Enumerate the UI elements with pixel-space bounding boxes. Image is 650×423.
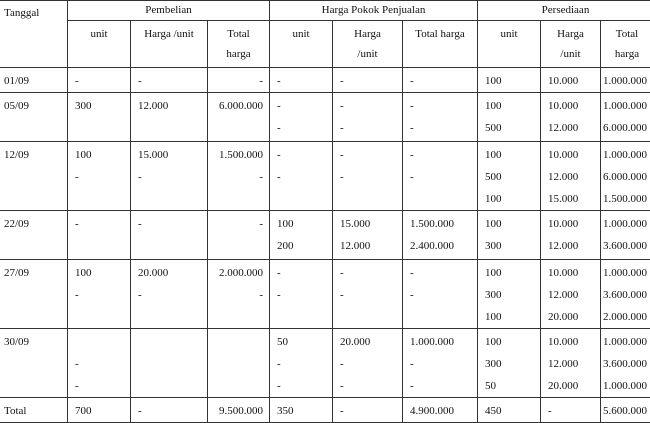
cell-p-harga bbox=[131, 93, 208, 142]
cell-value: 12.000 bbox=[541, 117, 600, 139]
cell-value: 12.000 bbox=[541, 166, 600, 188]
col-pembelian-total-harga: Total harga bbox=[208, 21, 270, 68]
sub-header-row bbox=[0, 21, 650, 68]
cell-s-unit bbox=[478, 93, 541, 142]
cell-s-unit bbox=[478, 68, 541, 93]
cell-value: - bbox=[131, 284, 207, 306]
cell-value: 1.000.000 bbox=[601, 70, 650, 92]
cell-value: - bbox=[403, 166, 477, 188]
cell-value: 10.000 bbox=[541, 144, 600, 166]
cell-value: - bbox=[403, 375, 477, 397]
cell-value: 700 bbox=[68, 400, 130, 422]
cell-h-harga bbox=[333, 93, 403, 142]
group-hpp-header: Harga Pokok Penjualan bbox=[270, 1, 478, 21]
cell-h-total bbox=[403, 398, 478, 423]
cell-value: 10.000 bbox=[541, 262, 600, 284]
cell-h-unit bbox=[270, 93, 333, 142]
cell-s-total bbox=[601, 68, 650, 93]
cell-tanggal bbox=[0, 398, 68, 423]
cell-s-total bbox=[601, 211, 650, 260]
table-body bbox=[0, 68, 650, 423]
cell-p-total bbox=[208, 68, 270, 93]
cell-value: - bbox=[68, 166, 130, 188]
cell-value: - bbox=[333, 375, 402, 397]
cell-value: 300 bbox=[478, 235, 540, 257]
cell-value: 10.000 bbox=[541, 95, 600, 117]
cell-p-unit bbox=[68, 142, 131, 211]
cell-p-harga bbox=[131, 398, 208, 423]
cell-value: - bbox=[333, 262, 402, 284]
cell-s-harga bbox=[541, 93, 601, 142]
col-persediaan-harga-unit: Harga /unit bbox=[541, 21, 601, 68]
cell-s-harga bbox=[541, 142, 601, 211]
cell-value: - bbox=[208, 284, 269, 306]
cell-value: 2.400.000 bbox=[403, 235, 477, 257]
cell-value: 200 bbox=[270, 235, 332, 257]
cell-tanggal bbox=[0, 211, 68, 260]
cell-value: - bbox=[403, 117, 477, 139]
cell-p-unit bbox=[68, 398, 131, 423]
cell-h-harga bbox=[333, 398, 403, 423]
cell-value: - bbox=[208, 213, 269, 235]
cell-value: 6.000.000 bbox=[601, 166, 650, 188]
cell-value: 350 bbox=[270, 400, 332, 422]
cell-p-total bbox=[208, 142, 270, 211]
cell-tanggal bbox=[0, 329, 68, 398]
cell-value: 01/09 bbox=[0, 70, 67, 92]
cell-value: - bbox=[333, 70, 402, 92]
cell-value: 5.600.000 bbox=[601, 400, 650, 422]
table-row bbox=[0, 398, 650, 423]
cell-value: - bbox=[208, 70, 269, 92]
cell-value: 100 bbox=[270, 213, 332, 235]
cell-s-total bbox=[601, 398, 650, 423]
cell-value: - bbox=[68, 70, 130, 92]
cell-s-total bbox=[601, 260, 650, 329]
col-hpp-total-harga: Total harga bbox=[403, 21, 478, 68]
cell-p-total bbox=[208, 93, 270, 142]
cell-value: - bbox=[333, 284, 402, 306]
cell-value: - bbox=[270, 144, 332, 166]
cell-value: - bbox=[403, 95, 477, 117]
col-pembelian-unit: unit bbox=[68, 21, 131, 68]
cell-value: 1.500.000 bbox=[601, 188, 650, 210]
cell-s-harga bbox=[541, 68, 601, 93]
col-pembelian-harga-unit: Harga /unit bbox=[131, 21, 208, 68]
cell-h-unit bbox=[270, 211, 333, 260]
cell-value: - bbox=[270, 117, 332, 139]
cell-value: 1.000.000 bbox=[601, 262, 650, 284]
cell-value: 500 bbox=[478, 166, 540, 188]
col-persediaan-unit: unit bbox=[478, 21, 541, 68]
cell-h-unit bbox=[270, 68, 333, 93]
cell-h-total bbox=[403, 211, 478, 260]
cell-value: 100 bbox=[68, 262, 130, 284]
table-row bbox=[0, 329, 650, 398]
cell-value: - bbox=[270, 284, 332, 306]
cell-value: 500 bbox=[478, 117, 540, 139]
cell-tanggal bbox=[0, 68, 68, 93]
cell-h-total bbox=[403, 142, 478, 211]
cell-value: 100 bbox=[478, 144, 540, 166]
cell-s-harga bbox=[541, 260, 601, 329]
cell-h-harga bbox=[333, 211, 403, 260]
cell-value: - bbox=[131, 213, 207, 235]
cell-value: 100 bbox=[478, 306, 540, 328]
cell-p-unit bbox=[68, 260, 131, 329]
cell-value: 10.000 bbox=[541, 70, 600, 92]
cell-value: - bbox=[333, 144, 402, 166]
cell-s-harga bbox=[541, 329, 601, 398]
cell-value: 3.600.000 bbox=[601, 235, 650, 257]
cell-value: 50 bbox=[478, 375, 540, 397]
cell-value: 100 bbox=[68, 144, 130, 166]
cell-h-unit bbox=[270, 329, 333, 398]
cell-s-unit bbox=[478, 260, 541, 329]
table-row bbox=[0, 142, 650, 211]
cell-value: - bbox=[68, 353, 130, 375]
cell-p-total bbox=[208, 398, 270, 423]
cell-value: - bbox=[403, 353, 477, 375]
cell-s-unit bbox=[478, 142, 541, 211]
cell-value: 20.000 bbox=[541, 306, 600, 328]
group-persediaan-header: Persediaan bbox=[478, 1, 650, 21]
cell-value: 100 bbox=[478, 95, 540, 117]
cell-value: - bbox=[68, 213, 130, 235]
cell-value: 3.600.000 bbox=[601, 353, 650, 375]
cell-value: - bbox=[68, 375, 130, 397]
cell-value: 12.000 bbox=[333, 235, 402, 257]
table-row bbox=[0, 211, 650, 260]
cell-p-unit bbox=[68, 211, 131, 260]
cell-value: 10.000 bbox=[541, 331, 600, 353]
col-hpp-harga-unit: Harga /unit bbox=[333, 21, 403, 68]
cell-value: - bbox=[403, 262, 477, 284]
cell-h-total bbox=[403, 329, 478, 398]
cell-value: 1.000.000 bbox=[601, 95, 650, 117]
cell-value: 6.000.000 bbox=[208, 95, 269, 117]
col-tanggal-header: Tanggal bbox=[0, 1, 68, 68]
cell-h-unit bbox=[270, 260, 333, 329]
col-hpp-unit: unit bbox=[270, 21, 333, 68]
cell-value: - bbox=[333, 166, 402, 188]
group-header-row bbox=[0, 1, 650, 21]
cell-value: 20.000 bbox=[131, 262, 207, 284]
cell-p-harga bbox=[131, 211, 208, 260]
cell-value: - bbox=[208, 166, 269, 188]
cell-value: 300 bbox=[478, 353, 540, 375]
cell-value: 100 bbox=[478, 331, 540, 353]
table-row bbox=[0, 260, 650, 329]
cell-p-harga bbox=[131, 329, 208, 398]
table-row bbox=[0, 93, 650, 142]
cell-value: 2.000.000 bbox=[601, 306, 650, 328]
cell-value: 12.000 bbox=[541, 353, 600, 375]
cell-h-total bbox=[403, 68, 478, 93]
cell-value: 20.000 bbox=[541, 375, 600, 397]
cell-value: - bbox=[270, 262, 332, 284]
cell-h-harga bbox=[333, 329, 403, 398]
cell-value: 9.500.000 bbox=[208, 400, 269, 422]
cell-s-unit bbox=[478, 211, 541, 260]
cell-h-unit bbox=[270, 398, 333, 423]
cell-value: - bbox=[131, 166, 207, 188]
cell-value: - bbox=[270, 70, 332, 92]
cell-tanggal bbox=[0, 260, 68, 329]
cell-value: - bbox=[403, 284, 477, 306]
cell-value: 15.000 bbox=[333, 213, 402, 235]
cell-value: 100 bbox=[478, 188, 540, 210]
cell-tanggal bbox=[0, 142, 68, 211]
cell-value: - bbox=[333, 400, 402, 422]
cell-value: 300 bbox=[68, 95, 130, 117]
cell-value: 1.000.000 bbox=[601, 213, 650, 235]
cell-p-harga bbox=[131, 260, 208, 329]
col-persediaan-total-harga: Total harga bbox=[601, 21, 650, 68]
cell-value: 300 bbox=[478, 284, 540, 306]
cell-value: 1.000.000 bbox=[403, 331, 477, 353]
cell-h-harga bbox=[333, 68, 403, 93]
cell-value: - bbox=[403, 144, 477, 166]
cell-value: - bbox=[131, 70, 207, 92]
cell-value: Total bbox=[0, 400, 67, 422]
cell-value bbox=[68, 331, 130, 353]
cell-p-total bbox=[208, 211, 270, 260]
cell-s-total bbox=[601, 142, 650, 211]
cell-h-unit bbox=[270, 142, 333, 211]
cell-tanggal bbox=[0, 93, 68, 142]
cell-p-harga bbox=[131, 68, 208, 93]
cell-value: 1.000.000 bbox=[601, 375, 650, 397]
cell-value: - bbox=[333, 353, 402, 375]
cell-value: 10.000 bbox=[541, 213, 600, 235]
cell-value: 1.000.000 bbox=[601, 331, 650, 353]
cell-value: 30/09 bbox=[0, 331, 67, 353]
cell-value: 100 bbox=[478, 213, 540, 235]
cell-value: - bbox=[270, 95, 332, 117]
cell-value: - bbox=[270, 375, 332, 397]
cell-value: 50 bbox=[270, 331, 332, 353]
cell-value: 20.000 bbox=[333, 331, 402, 353]
cell-h-total bbox=[403, 93, 478, 142]
cell-value: 12.000 bbox=[541, 284, 600, 306]
cell-value: 1.000.000 bbox=[601, 144, 650, 166]
cell-value: - bbox=[270, 166, 332, 188]
cell-value: 12.000 bbox=[131, 95, 207, 117]
cell-p-unit bbox=[68, 329, 131, 398]
cell-s-unit bbox=[478, 398, 541, 423]
cell-s-harga bbox=[541, 398, 601, 423]
cell-value: - bbox=[131, 400, 207, 422]
cell-value: 15.000 bbox=[541, 188, 600, 210]
cell-value: - bbox=[333, 95, 402, 117]
cell-value: 2.000.000 bbox=[208, 262, 269, 284]
cell-h-harga bbox=[333, 260, 403, 329]
cell-h-total bbox=[403, 260, 478, 329]
table-row bbox=[0, 68, 650, 93]
cell-value: 3.600.000 bbox=[601, 284, 650, 306]
cell-value: - bbox=[333, 117, 402, 139]
cell-value: 6.000.000 bbox=[601, 117, 650, 139]
cell-value: 15.000 bbox=[131, 144, 207, 166]
cell-value: 4.900.000 bbox=[403, 400, 477, 422]
cell-value: - bbox=[68, 284, 130, 306]
cell-s-harga bbox=[541, 211, 601, 260]
cell-value: - bbox=[541, 400, 600, 422]
cell-s-total bbox=[601, 329, 650, 398]
cell-p-total bbox=[208, 260, 270, 329]
cell-value: 27/09 bbox=[0, 262, 67, 284]
cell-value: 12.000 bbox=[541, 235, 600, 257]
cell-p-unit bbox=[68, 93, 131, 142]
cell-value: 1.500.000 bbox=[403, 213, 477, 235]
cell-value: 12/09 bbox=[0, 144, 67, 166]
cell-value: - bbox=[270, 353, 332, 375]
group-pembelian-header: Pembelian bbox=[68, 1, 270, 21]
cell-p-total bbox=[208, 329, 270, 398]
cell-h-harga bbox=[333, 142, 403, 211]
cell-p-unit bbox=[68, 68, 131, 93]
cell-value: 100 bbox=[478, 70, 540, 92]
cell-s-total bbox=[601, 93, 650, 142]
cell-s-unit bbox=[478, 329, 541, 398]
cell-value: 22/09 bbox=[0, 213, 67, 235]
cell-value: 1.500.000 bbox=[208, 144, 269, 166]
cell-value: - bbox=[403, 70, 477, 92]
cell-value: 05/09 bbox=[0, 95, 67, 117]
cell-value: 100 bbox=[478, 262, 540, 284]
cell-p-harga bbox=[131, 142, 208, 211]
cell-value: 450 bbox=[478, 400, 540, 422]
